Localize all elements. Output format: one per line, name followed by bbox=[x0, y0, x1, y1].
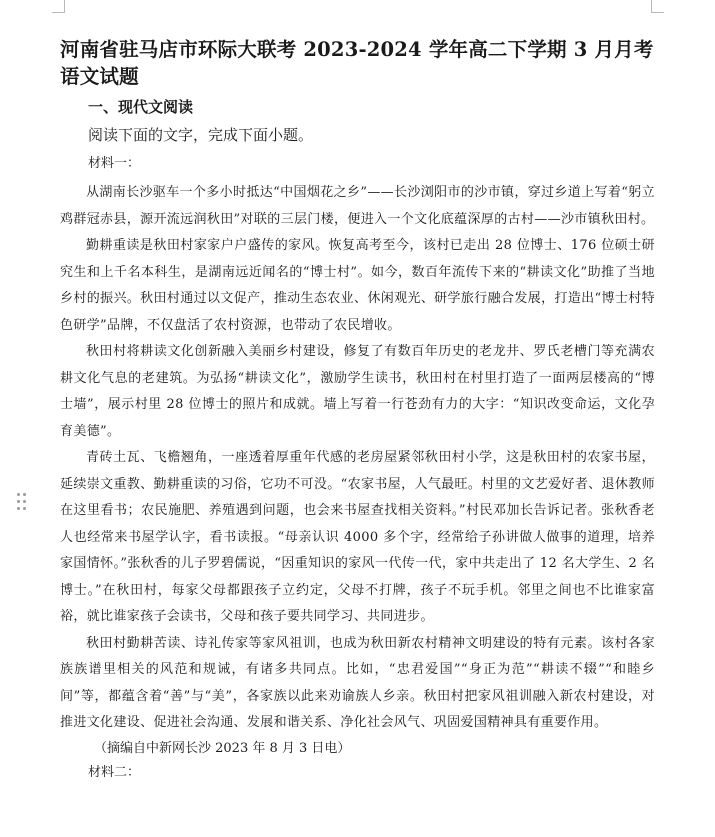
section-heading: 一、现代文阅读 bbox=[88, 98, 194, 116]
paragraph-3: 秋田村将耕读文化创新融入美丽乡村建设，修复了有数百年历史的老龙井、罗氏老槽门等充满农耕文化气息的老建筑。为弘扬“耕读文化”，激励学生读书，秋田村在村里打造了一面两层楼高的“博士墙”，展示村里 28 位博士的照片和成就。墙上写着一行苍劲有力的大字：“知识改变命运，文化孕育美德”。 bbox=[60, 344, 655, 439]
paragraph-5: 秋田村勤耕苦读、诗礼传家等家风祖训，也成为秋田新农村精神文明建设的特有元素。该村各家族族谱里相关的风范和规诫，有诸多共同点。比如，“忠君爱国”“身正为范”“耕读不辍”“和睦乡间”等，都蕴含着“善”与“美”，各家族以此来劝谕族人乡亲。秋田村把家风祖训融入新农村建设，对推进文化建设、促进社会沟通、发展和谐关系、净化社会风气、巩固爱国精神具有重要作用。 bbox=[60, 635, 655, 730]
reading-instruction: 阅读下面的文字，完成下面小题。 bbox=[88, 126, 314, 144]
page-corner-mark-left bbox=[52, 0, 65, 13]
paragraph-2: 勤耕重读是秋田村家家户户盛传的家风。恢复高考至今，该村已走出 28 位博士、176 位硕士研究生和上千名本科生，是湖南远近闻名的“博士村”。如今，数百年流传下来的“耕读文化”助推了当地乡村的振兴。秋田村通过以文促产，推动生态农业、休闲观光、研学旅行融合发展，打造出“博士村特色研学”品牌，不仅盘活了农村资源，也带动了农民增收。 bbox=[60, 238, 655, 333]
document-title: 河南省驻马店市环际大联考 2023-2024 学年高二下学期 3 月月考语文试题 bbox=[60, 38, 654, 88]
source-citation: （摘编自中新网长沙 2023 年 8 月 3 日电） bbox=[94, 740, 351, 756]
drag-handle-icon[interactable] bbox=[17, 493, 27, 511]
material-2-label: 材料二： bbox=[88, 764, 141, 780]
document-page bbox=[60, 36, 655, 783]
page-corner-mark-right bbox=[651, 0, 664, 13]
material-1-label: 材料一： bbox=[88, 156, 141, 171]
paragraph-1: 从湖南长沙驱车一个多小时抵达“中国烟花之乡”——长沙浏阳市的沙市镇，穿过乡道上写着“躬立鸡群冠赤县，源开流远润秋田”对联的三层门楼，便进入一个文化底蕴深厚的古村——沙市镇秋田村。 bbox=[60, 185, 655, 227]
paragraph-4: 青砖土瓦、飞檐翘角，一座透着厚重年代感的老房屋紧邻秋田村小学，这是秋田村的农家书屋，延续崇文重教、勤耕重读的习俗，它功不可没。“农家书屋，人气最旺。村里的文艺爱好者、退休教师在这里看书；农民施肥、养殖遇到问题，也会来书屋查找相关资料。”村民邓加长告诉记者。张秋香老人也经常来书屋学认字，看书读报。“母亲认识 4000 多个字，经常给子孙讲做人做事的道理，培养家国情怀。”张秋香的儿子罗碧儒说，“因重知识的家风一代传一代，家中共走出了 12 名大学生、2 名博士。”在秋田村，每家父母都跟孩子立约定，父母不打牌，孩子不玩手机。邻里之间也不比谁家富裕，就比谁家孩子会读书，父母和孩子要共同学习、共同进步。 bbox=[60, 450, 655, 624]
